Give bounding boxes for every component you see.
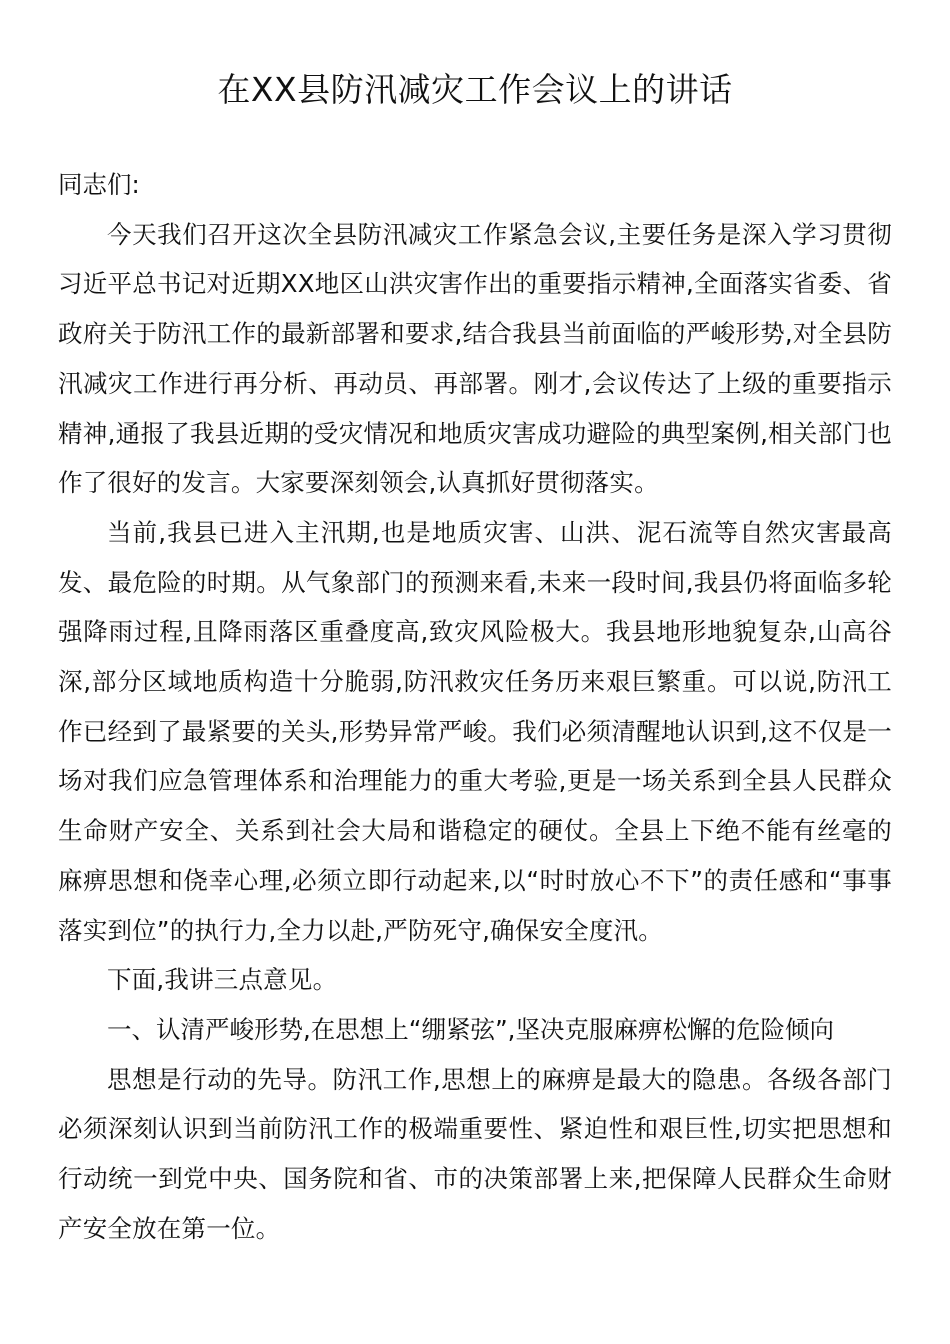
paragraph-opening: 今天我们召开这次全县防汛减灾工作紧急会议,主要任务是深入学习贯彻习近平总书记对近期XX地区山洪灾害作出的重要指示精神,全面落实省委、省政府关于防汛工作的最新部署和要求,结合我县当前面临的严峻形势,对全县防汛减灾工作进行再分析、再动员、再部署。刚才,会议传达了上级的重要指示精神,通报了我县近期的受灾情况和地质灾害成功避险的典型案例,相关部门也作了很好的发言。大家要深刻领会,认真抓好贯彻落实。 <box>58 219 892 498</box>
paragraph-situation: 当前,我县已进入主汛期,也是地质灾害、山洪、泥石流等自然灾害最高发、最危险的时期。从气象部门的预测来看,未来一段时间,我县仍将面临多轮强降雨过程,且降雨落区重叠度高,致灾风险极大。我县地形地貌复杂,山高谷深,部分区域地质构造十分脆弱,防汛救灾任务历来艰巨繁重。可以说,防汛工作已经到了最紧要的关头,形势异常严峻。我们必须清醒地认识到,这不仅是一场对我们应急管理体系和治理能力的重大考验,更是一场关系到全县人民群众生命财产安全、关系到社会大局和谐稳定的硬仗。全县上下绝不能有丝毫的麻痹思想和侥幸心理,必须立即行动起来,以“时时放心不下”的责任感和“事事落实到位”的执行力,全力以赴,严防死守,确保安全度汛。 <box>58 517 892 945</box>
section-heading-1: 一、认清严峻形势,在思想上“绷紧弦”,坚决克服麻痹松懈的危险倾向 <box>107 1014 834 1044</box>
document-title: 在XX县防汛减灾工作会议上的讲话 <box>217 70 733 109</box>
paragraph-section-1: 思想是行动的先导。防汛工作,思想上的麻痹是最大的隐患。各级各部门必须深刻认识到当前防汛工作的极端重要性、紧迫性和艰巨性,切实把思想和行动统一到党中央、国务院和省、市的决策部署上来,把保障人民群众生命财产安全放在第一位。 <box>58 1064 892 1243</box>
salutation: 同志们: <box>58 170 140 199</box>
paragraph-transition: 下面,我讲三点意见。 <box>107 965 338 995</box>
